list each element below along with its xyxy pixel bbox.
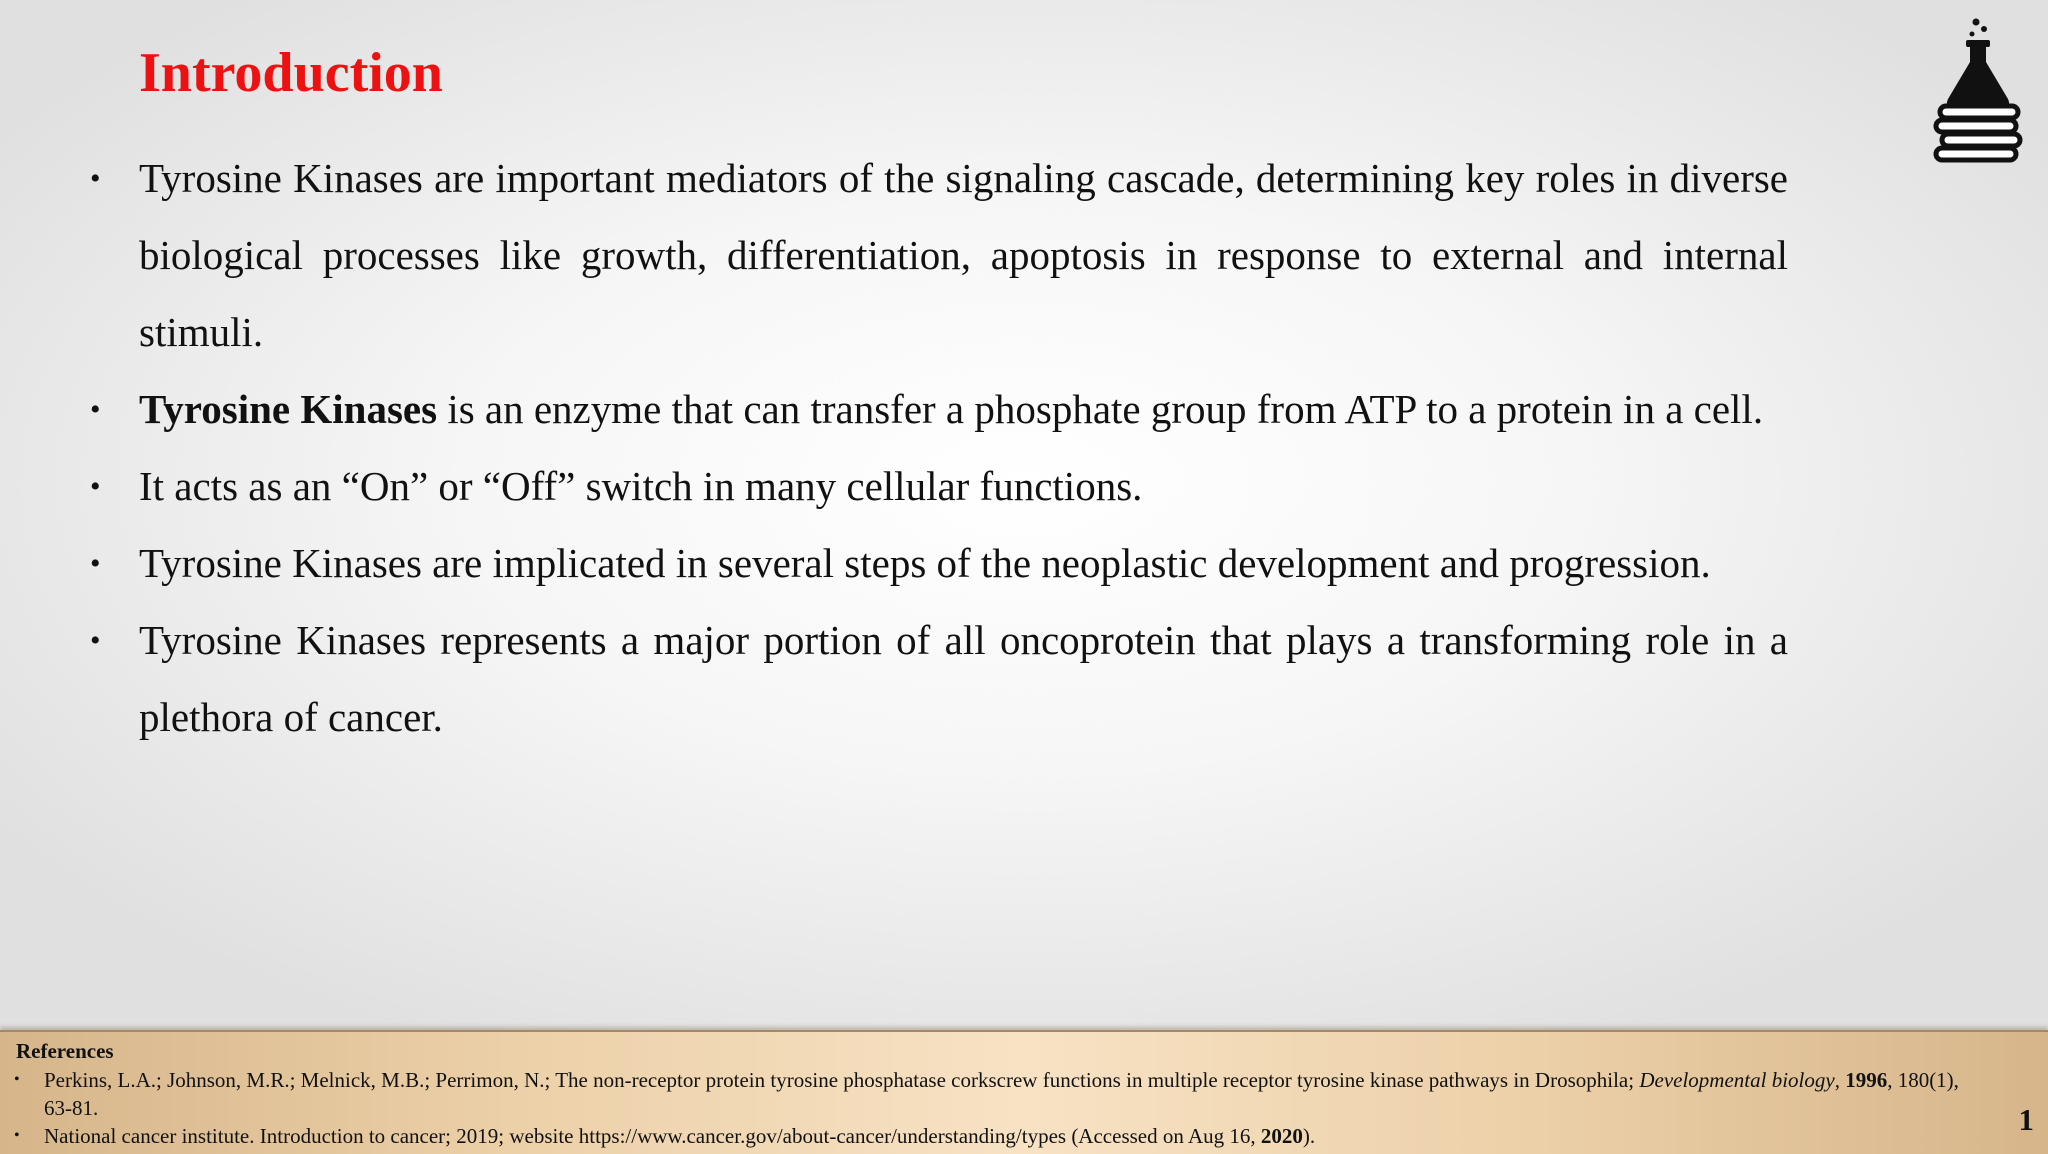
reference-text: ).	[1302, 1124, 1316, 1148]
bullet-text: is an enzyme that can transfer a phosphate group from ATP to a protein in a cell.	[437, 386, 1764, 432]
bullet-dot: •	[14, 1127, 20, 1144]
references-heading: References	[16, 1039, 114, 1063]
page-number: 1	[2018, 1102, 2034, 1137]
bullet-text: It acts as an “On” or “Off” switch in many cellular functions.	[139, 463, 1143, 509]
bullet-dot: •	[90, 547, 101, 580]
bullet-item	[90, 140, 1788, 371]
slide-title: Introduction	[139, 42, 443, 104]
bullet-item	[90, 371, 1788, 448]
bullet-text: Tyrosine Kinases are important mediators of the signaling cascade, determining key roles in diverse biological processes like growth, differentiation, apoptosis in response to external and internal stimuli.	[139, 155, 1788, 355]
bullet-dot: •	[90, 162, 101, 195]
bullet-item	[90, 448, 1788, 525]
bullet-text: Tyrosine Kinases represents a major portion of all oncoprotein that plays a transforming role in a plethora of cancer.	[139, 617, 1788, 740]
bullet-item	[90, 602, 1788, 756]
reference-text: , 180(1), 63-81.	[44, 1068, 1959, 1120]
bullet-text: Tyrosine Kinases are implicated in several steps of the neoplastic development and progression.	[139, 540, 1711, 586]
bullet-dot: •	[90, 470, 101, 503]
references-list	[14, 1066, 1974, 1150]
bullet-dot: •	[14, 1071, 20, 1088]
references-footer	[0, 1030, 2048, 1154]
bullet-item	[90, 525, 1788, 602]
reference-year: 1996	[1845, 1068, 1888, 1092]
reference-year: 2020	[1260, 1124, 1303, 1148]
bullet-dot: •	[90, 393, 101, 426]
reference-text: National cancer institute. Introduction to cancer; 2019; website https://www.cancer.gov/about-cancer/understanding/types (Accessed on Aug 16,	[44, 1124, 1261, 1148]
reference-item	[14, 1122, 1974, 1150]
flask-on-books-icon	[1928, 14, 2028, 164]
bullet-bold-term: Tyrosine Kinases	[139, 386, 438, 432]
reference-text: Perkins, L.A.; Johnson, M.R.; Melnick, M.B.; Perrimon, N.; The non-receptor protein tyrosine phosphatase corkscrew functions in multiple receptor tyrosine kinase pathways in Drosophila;	[44, 1068, 1640, 1092]
bullet-dot: •	[90, 624, 101, 657]
reference-journal: Developmental biology	[1639, 1068, 1835, 1092]
bullet-list	[90, 140, 1788, 756]
reference-item	[14, 1066, 1974, 1122]
reference-separator: ,	[1834, 1068, 1846, 1092]
